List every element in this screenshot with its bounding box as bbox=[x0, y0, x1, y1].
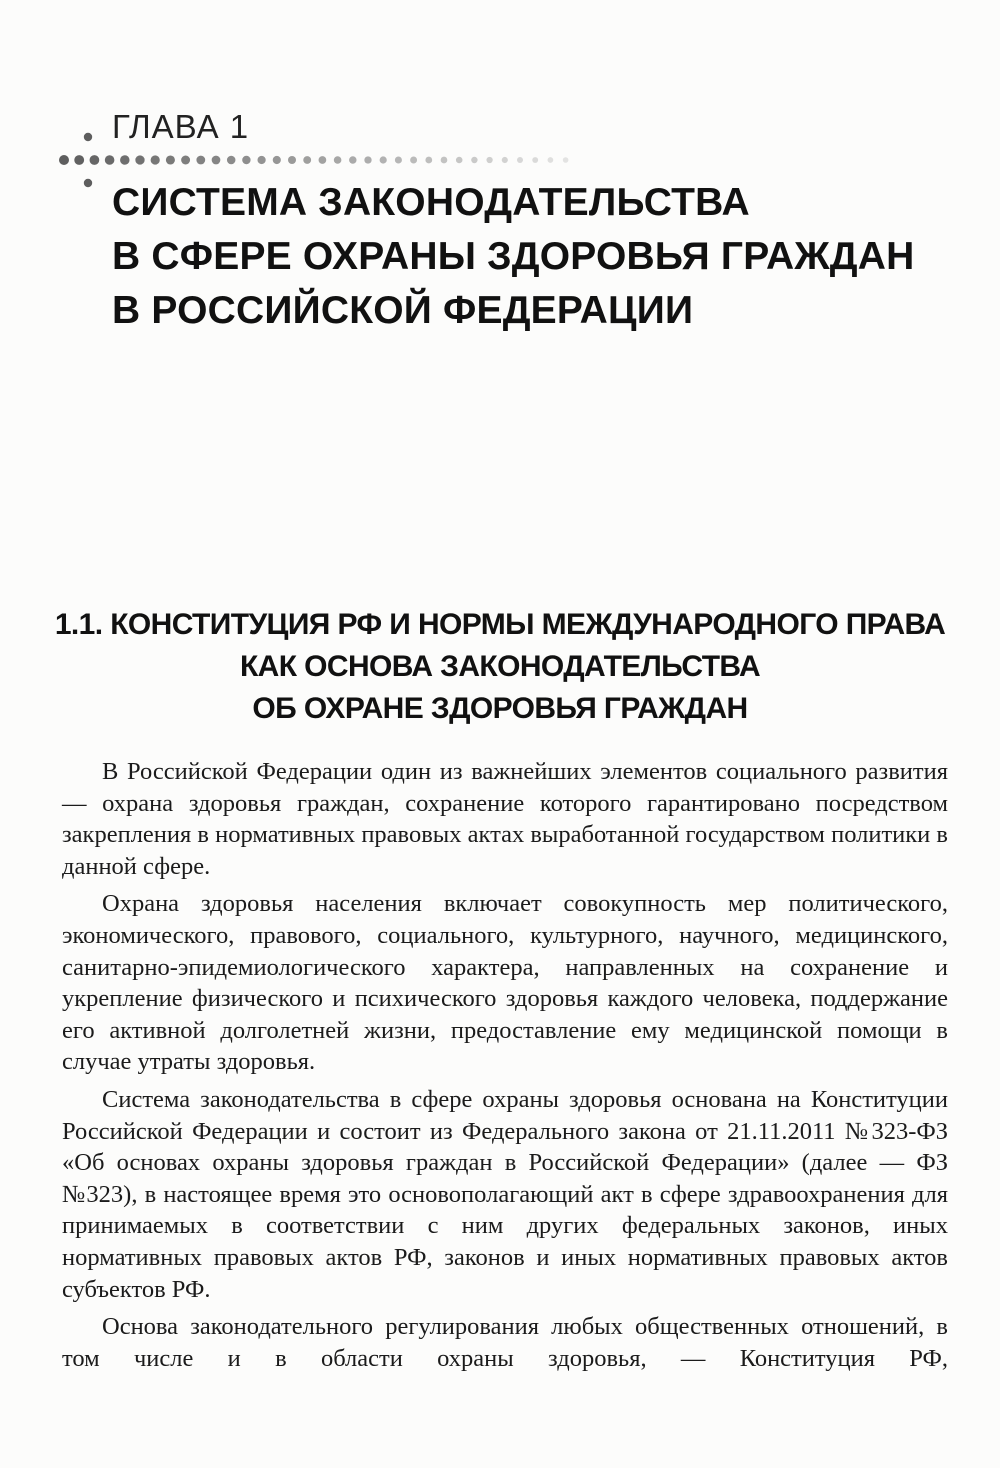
section-title-line: КАК ОСНОВА ЗАКОНОДАТЕЛЬСТВА bbox=[239, 650, 761, 683]
paragraph: В Российской Федерации один из важнейших элементов социального развития — охрана здоровья граждан, сохранение которого гарантировано посредством закрепления в нормативных правовых актах выработанной государством политики в данной сфере. bbox=[62, 758, 948, 880]
section-title bbox=[50, 604, 950, 730]
decorative-dot bbox=[257, 156, 265, 164]
decorative-dot bbox=[59, 155, 69, 165]
decorative-dot bbox=[517, 157, 523, 163]
decorative-dot bbox=[196, 156, 205, 165]
decorative-dot bbox=[242, 156, 250, 164]
decorative-dot bbox=[364, 156, 371, 163]
paragraph: Основа законодательного регулирования любых общественных отношений, в том числе и в области охраны здоровья, — Конституция РФ, bbox=[62, 1313, 948, 1372]
decorative-dot bbox=[151, 155, 160, 164]
decorative-dot bbox=[181, 156, 190, 165]
paragraph: Охрана здоровья населения включает совокупность мер политического, экономического, правового, социального, культурного, научного, медицинского, санитарно-эпидемиологического характера, направленных на сохранение и укрепление физического и психического здоровья каждого человека, поддержание его активной долголетней жизни, предоставление ему медицинской помощи в случае утраты здоровья. bbox=[62, 890, 948, 1076]
decorative-dot bbox=[74, 155, 84, 165]
decorative-dot bbox=[425, 157, 432, 164]
chapter-label: ГЛАВА 1 bbox=[112, 108, 250, 145]
section-title-line: 1.1. КОНСТИТУЦИЯ РФ И НОРМЫ МЕЖДУНАРОДНОГО ПРАВА bbox=[54, 608, 946, 641]
body-text bbox=[62, 756, 948, 1380]
decorative-dot bbox=[84, 133, 92, 141]
chapter-title-line: В РОССИЙСКОЙ ФЕДЕРАЦИИ bbox=[112, 289, 694, 332]
decorative-dot bbox=[120, 155, 129, 164]
decorative-dot bbox=[563, 157, 569, 163]
decorative-dot bbox=[84, 179, 92, 187]
decorative-dot bbox=[395, 156, 402, 163]
paragraph: Система законодательства в сфере охраны здоровья основана на Конституции Российской Федерации и состоит из Федерального закона от 21.11.2011 №323-ФЗ «Об основах охраны здоровья граждан в Российской Федерации» (далее — ФЗ №323), в настоящее время это основополагающий акт в сфере здравоохранения для принимаемых в соответствии с ним других федеральных законов, иных нормативных правовых актов РФ, законов и иных нормативных правовых актов субъектов РФ. bbox=[62, 1085, 948, 1303]
decorative-dot bbox=[273, 156, 281, 164]
decorative-dot bbox=[334, 156, 342, 164]
decorative-dot bbox=[303, 156, 311, 164]
chapter-title-line: СИСТЕМА ЗАКОНОДАТЕЛЬСТВА bbox=[112, 181, 750, 224]
decorative-dot bbox=[502, 157, 508, 163]
decorative-dot bbox=[166, 155, 175, 164]
decorative-dot bbox=[532, 157, 538, 163]
decorative-dot bbox=[349, 156, 356, 163]
decorative-dot bbox=[456, 157, 463, 164]
decorative-dot bbox=[135, 155, 144, 164]
decorative-dot bbox=[548, 157, 554, 163]
decorative-dot bbox=[288, 156, 296, 164]
section-title-line: ОБ ОХРАНЕ ЗДОРОВЬЯ ГРАЖДАН bbox=[252, 692, 748, 725]
chapter-title bbox=[112, 176, 972, 338]
chapter-title-line: В СФЕРЕ ОХРАНЫ ЗДОРОВЬЯ ГРАЖДАН bbox=[112, 235, 915, 278]
decorative-dot bbox=[105, 155, 115, 165]
decorative-dot bbox=[410, 157, 417, 164]
decorative-dot bbox=[471, 157, 477, 163]
decorative-dot bbox=[90, 155, 100, 165]
decorative-dot bbox=[380, 156, 387, 163]
decorative-dot bbox=[212, 156, 221, 165]
decorative-dot bbox=[319, 156, 327, 164]
decorative-dot bbox=[441, 157, 448, 164]
decorative-dot bbox=[486, 157, 492, 163]
decorative-dot bbox=[227, 156, 236, 165]
